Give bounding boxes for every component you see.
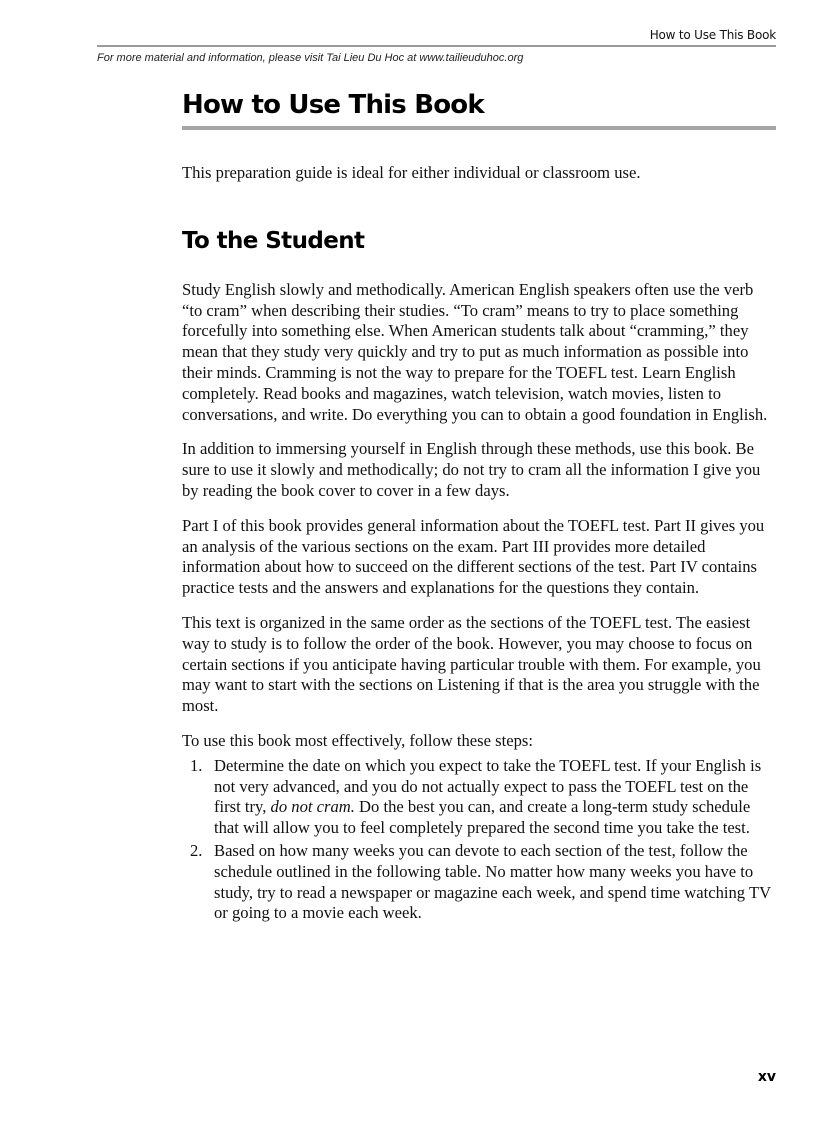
step-number: 1. xyxy=(190,755,203,775)
paragraph: In addition to immersing yourself in English through these methods, use this book. Be sure to use it slowly and methodically; do not try to cram all the information I give you by reading the book cover to cover in a few days. xyxy=(182,439,761,500)
chapter-intro: This preparation guide is ideal for either individual or classroom use. xyxy=(182,163,641,182)
step-item xyxy=(182,841,776,924)
steps-list xyxy=(182,756,776,924)
paragraph: Part I of this book provides general information about the TOEFL test. Part II gives you an analysis of the various sections on the exam. Part III provides more detailed information about how to succeed on the different sections of the test. Part IV contains practice tests and the answers and explanations for the questions they contain. xyxy=(182,515,765,598)
running-head xyxy=(97,27,776,47)
paragraph: This text is organized in the same order as the sections of the TOEFL test. The easiest way to study is to follow the order of the book. However, you may choose to focus on certain sections if you anticipate having particular trouble with them. For example, you may want to start with the sections on Listening if that is the area you struggle with the most. xyxy=(182,612,761,716)
section-title: To the Student xyxy=(182,227,365,254)
step-emphasis: do not cram. xyxy=(270,797,355,817)
chapter-title: How to Use This Book xyxy=(182,88,776,130)
page-content xyxy=(182,88,776,926)
running-head-title: How to Use This Book xyxy=(649,28,776,42)
step-text-after: Do the best you can, and create a long-term study schedule that will allow you to feel completely prepared the second time you take the test. xyxy=(214,797,751,838)
step-text: Based on how many weeks you can devote to each section of the test, follow the schedule outlined in the following table. No matter how many weeks you have to study, try to read a newspaper or magazine each week, and spend time watching TV or going to a movie each week. xyxy=(214,840,771,923)
steps-intro: To use this book most effectively, follow these steps: xyxy=(182,730,533,750)
step-text: Determine the date on which you expect to take the TOEFL test. If your English is not very advanced, and you do not actually expect to pass the TOEFL test on the first try, xyxy=(214,755,762,817)
paragraph: Study English slowly and methodically. American English speakers often use the verb “to cram” when describing their studies. “To cram” means to try to place something forcefully into something else. When American students talk about “cramming,” they mean that they study very quickly and try to put as much information as possible into their minds. Cramming is not the way to prepare for the TOEFL test. Learn English completely. Read books and magazines, watch television, watch movies, listen to conversations, and write. Do everything you can to obtain a good foundation in English. xyxy=(182,279,768,424)
website-notice: For more material and information, please visit Tai Lieu Du Hoc at www.tailieuduhoc.org xyxy=(97,52,524,64)
page-number: xv xyxy=(757,1069,776,1085)
step-item xyxy=(182,756,776,839)
step-number: 2. xyxy=(190,840,203,860)
